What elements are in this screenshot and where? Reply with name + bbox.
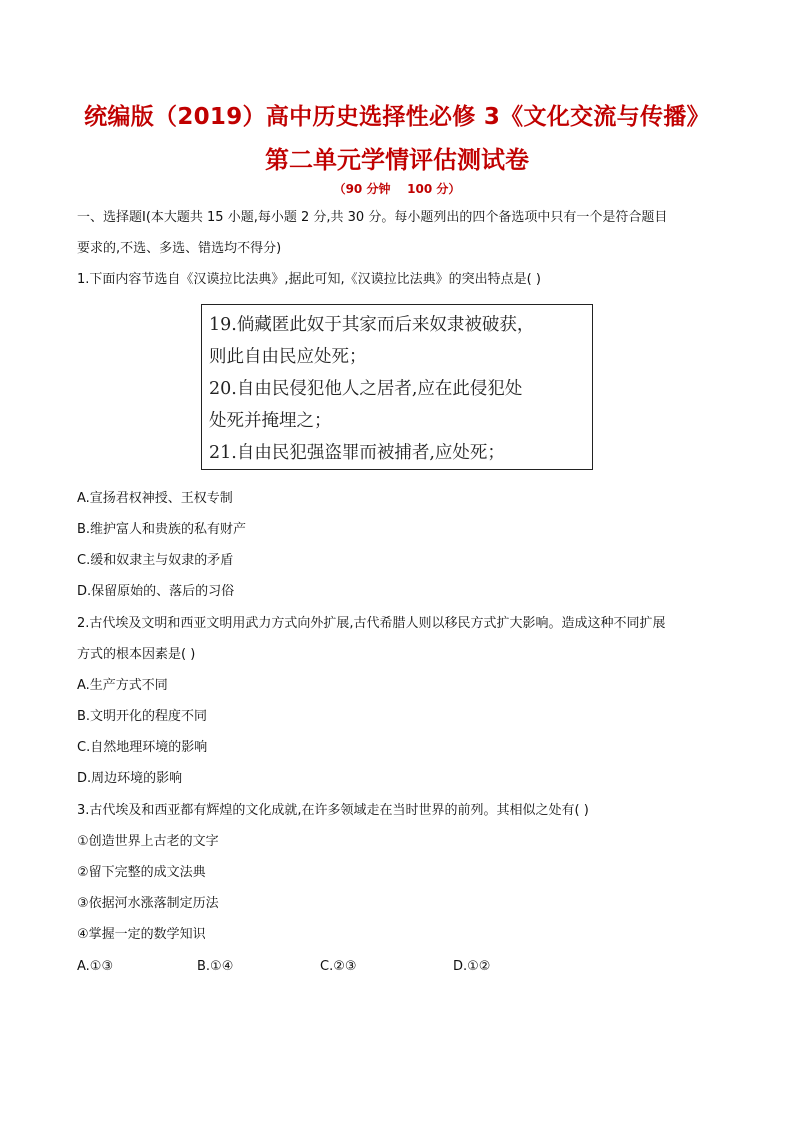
q1-stem: 1.下面内容节选自《汉谟拉比法典》,据此可知,《汉谟拉比法典》的突出特点是( ) [77, 272, 541, 287]
section-intro-cont: 要求的,不选、多选、错选均不得分) [77, 241, 282, 256]
q1-excerpt-line: 19.倘藏匿此奴于其家而后来奴隶被破获， [209, 315, 535, 335]
q3-item: ③依据河水涨落制定历法 [77, 896, 219, 911]
q1-excerpt-line: 则此自由民应处死； [209, 347, 367, 367]
q2-stem: 2.古代埃及文明和西亚文明用武力方式向外扩展,古代希腊人则以移民方式扩大影响。造成这种不同扩展 [77, 616, 666, 631]
q1-excerpt-line: 20.自由民侵犯他人之居者,应在此侵犯处 [209, 379, 523, 399]
q3-item: ①创造世界上古老的文字 [77, 834, 219, 849]
q3-item: ②留下完整的成文法典 [77, 865, 206, 880]
exam-subtitle-title: 第二单元学情评估测试卷 [265, 146, 529, 174]
q3-option-a: A.①③ [77, 959, 114, 974]
q2-option-a: A.生产方式不同 [77, 678, 168, 693]
q1-excerpt-line: 21.自由民犯强盗罪而被捕者,应处死； [209, 443, 505, 463]
q2-option-b: B.文明开化的程度不同 [77, 709, 208, 724]
q1-option-a: A.宣扬君权神授、王权专制 [77, 491, 233, 506]
exam-duration-score: （90 分钟 100 分） [333, 182, 461, 196]
q3-item: ④掌握一定的数学知识 [77, 927, 206, 942]
q1-option-d: D.保留原始的、落后的习俗 [77, 584, 235, 599]
q1-excerpt-box [201, 304, 593, 470]
exam-title: 统编版（2019）高中历史选择性必修 3《文化交流与传播》 [84, 104, 710, 130]
q3-stem: 3.古代埃及和西亚都有辉煌的文化成就,在许多领域走在当时世界的前列。其相似之处有( ) [77, 803, 589, 818]
q3-option-d: D.①② [453, 959, 491, 974]
q3-option-c: C.②③ [320, 959, 357, 974]
q2-stem-cont: 方式的根本因素是( ) [77, 647, 196, 662]
q1-excerpt-line: 处死并掩埋之； [209, 411, 332, 431]
q2-option-c: C.自然地理环境的影响 [77, 740, 208, 755]
section-intro: 一、选择题Ⅰ(本大题共 15 小题,每小题 2 分,共 30 分。每小题列出的四个备选项中只有一个是符合题目 [77, 210, 668, 225]
q1-option-b: B.维护富人和贵族的私有财产 [77, 522, 247, 537]
q3-option-b: B.①④ [197, 959, 234, 974]
q2-option-d: D.周边环境的影响 [77, 771, 183, 786]
q1-option-c: C.缓和奴隶主与奴隶的矛盾 [77, 553, 234, 568]
